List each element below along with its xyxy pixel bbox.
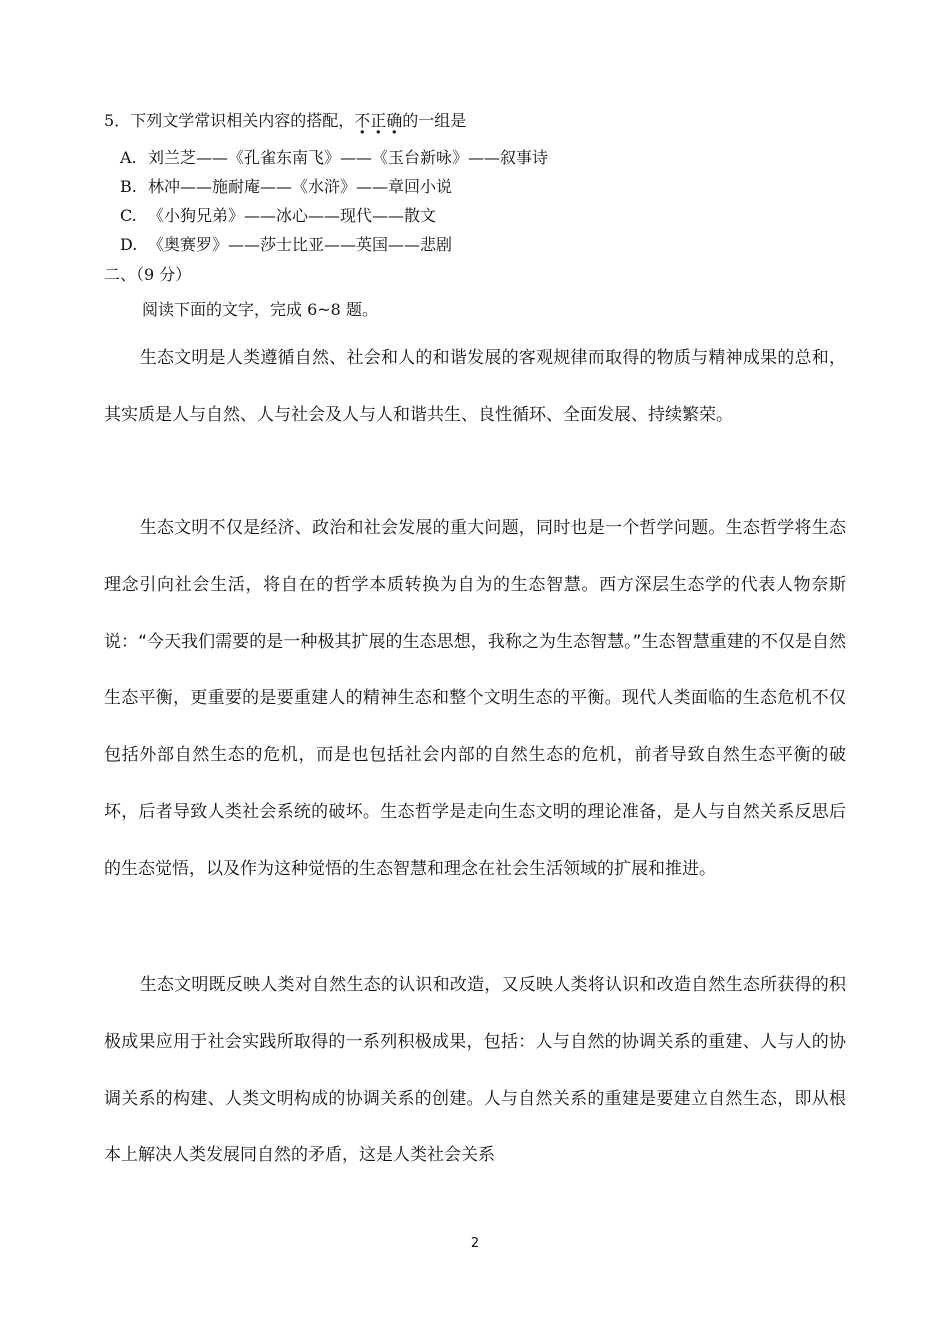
question-5-stem (104, 108, 466, 131)
option-text: 《小狗兄弟》——冰心——现代——散文 (148, 206, 437, 225)
option-d (120, 232, 452, 255)
option-text: 刘兰芝——《孔雀东南飞》——《玉台新咏》——叙事诗 (148, 148, 549, 167)
option-letter: C. (120, 206, 137, 225)
option-b (120, 174, 452, 197)
option-c (120, 203, 436, 226)
question-number: 5． (104, 111, 131, 130)
option-letter: A. (120, 148, 137, 167)
section-instruction: 阅读下面的文字，完成 6~8 题。 (142, 300, 378, 319)
section-heading: 二、（9 分） (104, 265, 192, 284)
page-number: 2 (470, 1236, 480, 1251)
emphasized-char: 不 (354, 111, 371, 130)
emphasized-char: 正 (370, 111, 387, 130)
option-text: 林冲——施耐庵——《水浒》——章回小说 (148, 177, 453, 196)
option-letter: D. (120, 235, 138, 254)
question-stem-text: 下列文学常识相关内容的搭配， (130, 111, 355, 130)
emphasized-char: 确 (386, 111, 403, 130)
passage-paragraph-1: 生态文明是人类遵循自然、社会和人的和谐发展的客观规律而取得的物质与精神成果的总和，其实质是人与自然、人与社会及人与人和谐共生、良性循环、全面发展、持续繁荣。 (104, 348, 846, 425)
option-a (120, 145, 548, 168)
passage-paragraph-3: 生态文明既反映人类对自然生态的认识和改造，又反映人类将认识和改造自然生态所获得的积极成果应用于社会实践所取得的一系列积极成果，包括：人与自然的协调关系的重建、人与人的协调关系的构建、人类文明构成的协调关系的创建。人与自然关系的重建是要建立自然生态，即从根本上解决人类发展同自然的矛盾，这是人类社会关系 (104, 975, 846, 1166)
option-letter: B. (120, 177, 137, 196)
question-stem-text-end: 的一组是 (402, 111, 467, 130)
passage-paragraph-2: 生态文明不仅是经济、政治和社会发展的重大问题，同时也是一个哲学问题。生态哲学将生态理念引向社会生活，将自在的哲学本质转换为自为的生态智慧。西方深层生态学的代表人物奈斯说：“今天我们需要的是一种极其扩展的生态思想，我称之为生态智慧。”生态智慧重建的不仅是自然生态平衡，更重要的是要重建人的精神生态和整个文明生态的平衡。现代人类面临的生态危机不仅包括外部自然生态的危机，而是也包括社会内部的自然生态的危机，前者导致自然生态平衡的破坏，后者导致人类社会系统的破坏。生态哲学是走向生态文明的理论准备，是人与自然关系反思后的生态觉悟，以及作为这种觉悟的生态智慧和理念在社会生活领域的扩展和推进。 (104, 518, 846, 879)
option-text: 《奥赛罗》——莎士比亚——英国——悲剧 (148, 235, 453, 254)
